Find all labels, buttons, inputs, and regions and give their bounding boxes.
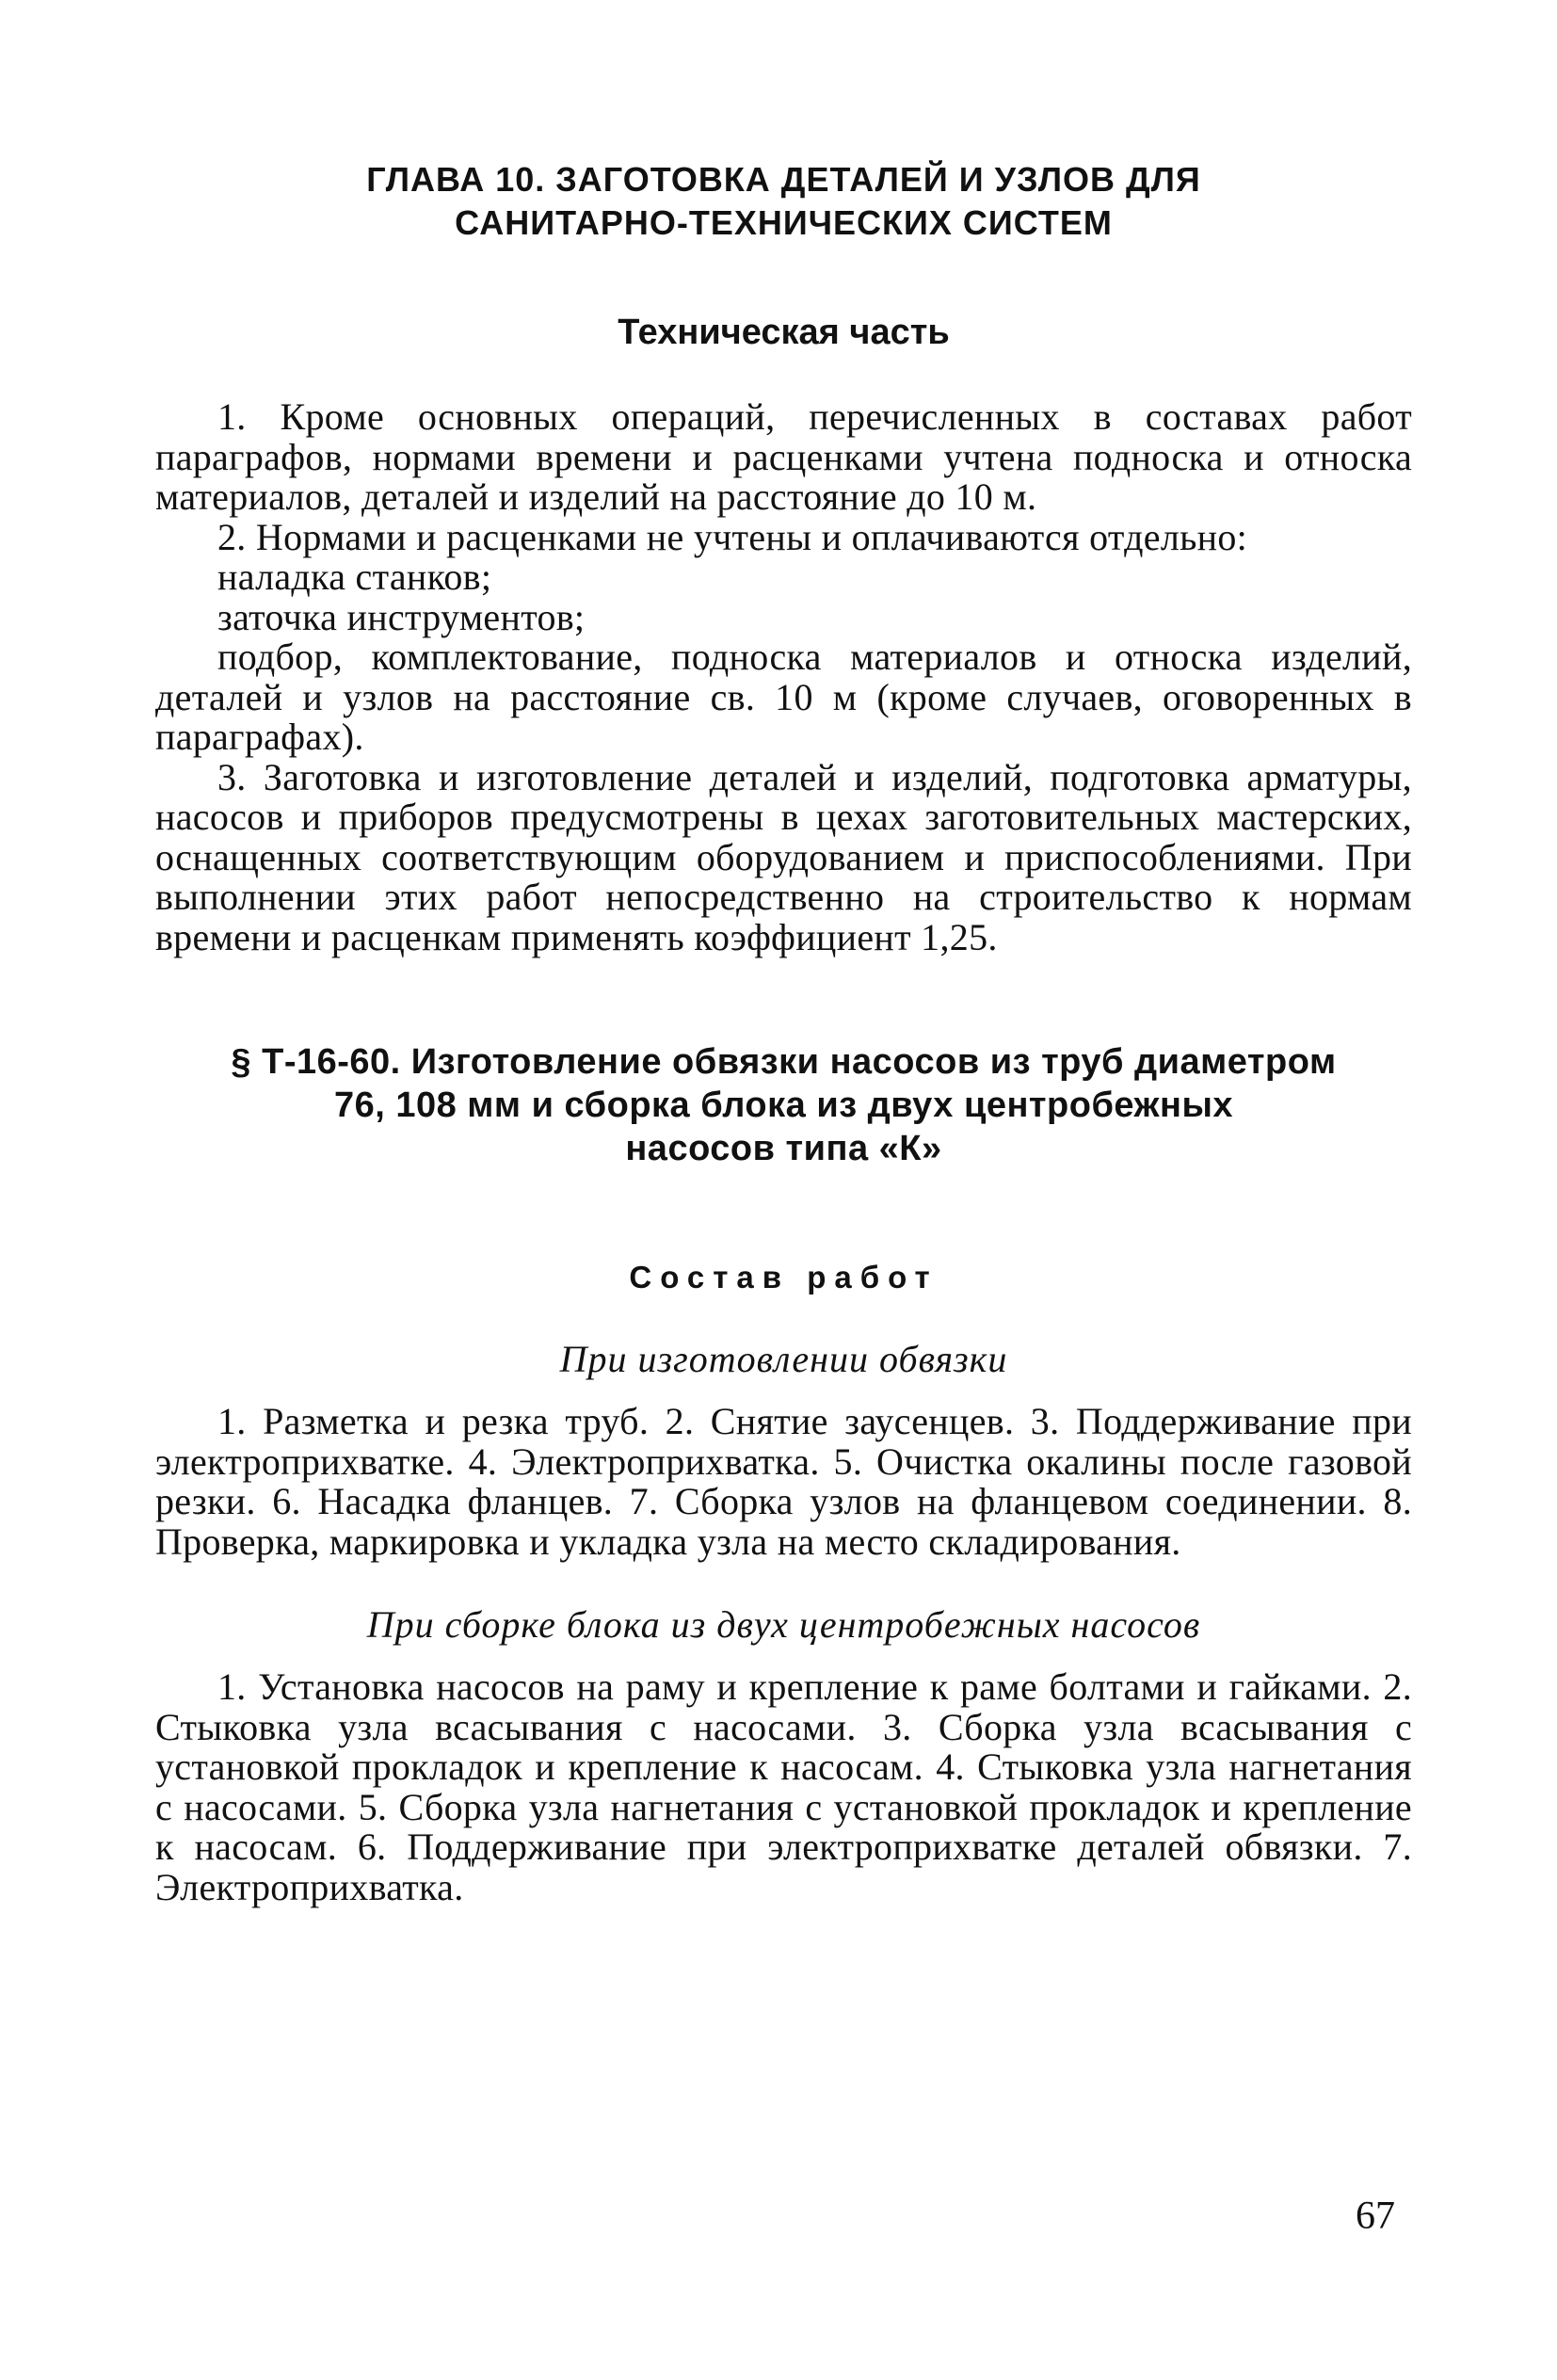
group-2-text: 1. Установка насосов на раму и крепление к раме болтами и гайками. 2. Стыковка узла всасывания с насосами. 3. Сборка узла всасывания с установкой прокладок и крепление к насосам. 4. Стыковка узла нагнетания с насосами. 5. Сборка узла нагнетания с установкой прокладок и крепление к насосам. 6. Поддерживание при электроприхватке деталей обвязки. 7. Электроприхватка. — [155, 1665, 1412, 1908]
technical-part-heading: Техническая часть — [618, 313, 950, 352]
technical-item-2-entry-3: подбор, комплектование, подноска материалов и относка изделий, деталей и узлов на расстояние св. 10 м (кроме случаев, оговоренных в параграфах). — [155, 635, 1412, 758]
page-number: 67 — [1356, 2195, 1395, 2238]
chapter-title-line-2: САНИТАРНО-ТЕХНИЧЕСКИХ СИСТЕМ — [455, 203, 1113, 242]
technical-item-1: 1. Кроме основных операций, перечисленных в составах работ параграфов, нормами времени и расценками учтена подноска и относка материалов, деталей и изделий на расстояние до 10 м. — [155, 395, 1412, 518]
technical-item-2-entry-1: наладка станков; — [217, 555, 492, 598]
paragraph-heading-line-1: § Т-16-60. Изготовление обвязки насосов из труб диаметром — [231, 1042, 1337, 1082]
chapter-title-line-1: ГЛАВА 10. ЗАГОТОВКА ДЕТАЛЕЙ И УЗЛОВ ДЛЯ — [366, 160, 1201, 199]
document-page — [155, 141, 1412, 1907]
group-2-title: При сборке блока из двух центробежных насосов — [366, 1603, 1201, 1646]
group-1-title: При изготовлении обвязки — [559, 1338, 1008, 1380]
paragraph-heading-line-3: насосов типа «К» — [625, 1129, 942, 1168]
technical-item-3: 3. Заготовка и изготовление деталей и изделий, подготовка арматуры, насосов и приборов предусмотрены в цехах заготовительных мастерских, оснащенных соответствующим оборудованием и приспособлениями. При выполнении этих работ непосредственно на строительство к нормам времени и расценкам применять коэффициент 1,25. — [155, 755, 1412, 958]
chapter-title — [155, 158, 1412, 245]
work-composition-heading: Состав работ — [629, 1260, 939, 1295]
group-1-text: 1. Разметка и резка труб. 2. Снятие заусенцев. 3. Поддерживание при электроприхватке. 4. Электроприхватка. 5. Очистка окалины после газовой резки. 6. Насадка фланцев. 7. Сборка узлов на фланцевом соединении. 8. Проверка, маркировка и укладка узла на место складирования. — [155, 1400, 1412, 1563]
paragraph-heading — [155, 1040, 1412, 1170]
technical-item-2-entry-2: заточка инструментов; — [217, 595, 586, 638]
technical-item-2-intro: 2. Нормами и расценками не учтены и оплачиваются отдельно: — [217, 515, 1248, 558]
paragraph-heading-line-2: 76, 108 мм и сборка блока из двух центробежных — [333, 1085, 1234, 1125]
